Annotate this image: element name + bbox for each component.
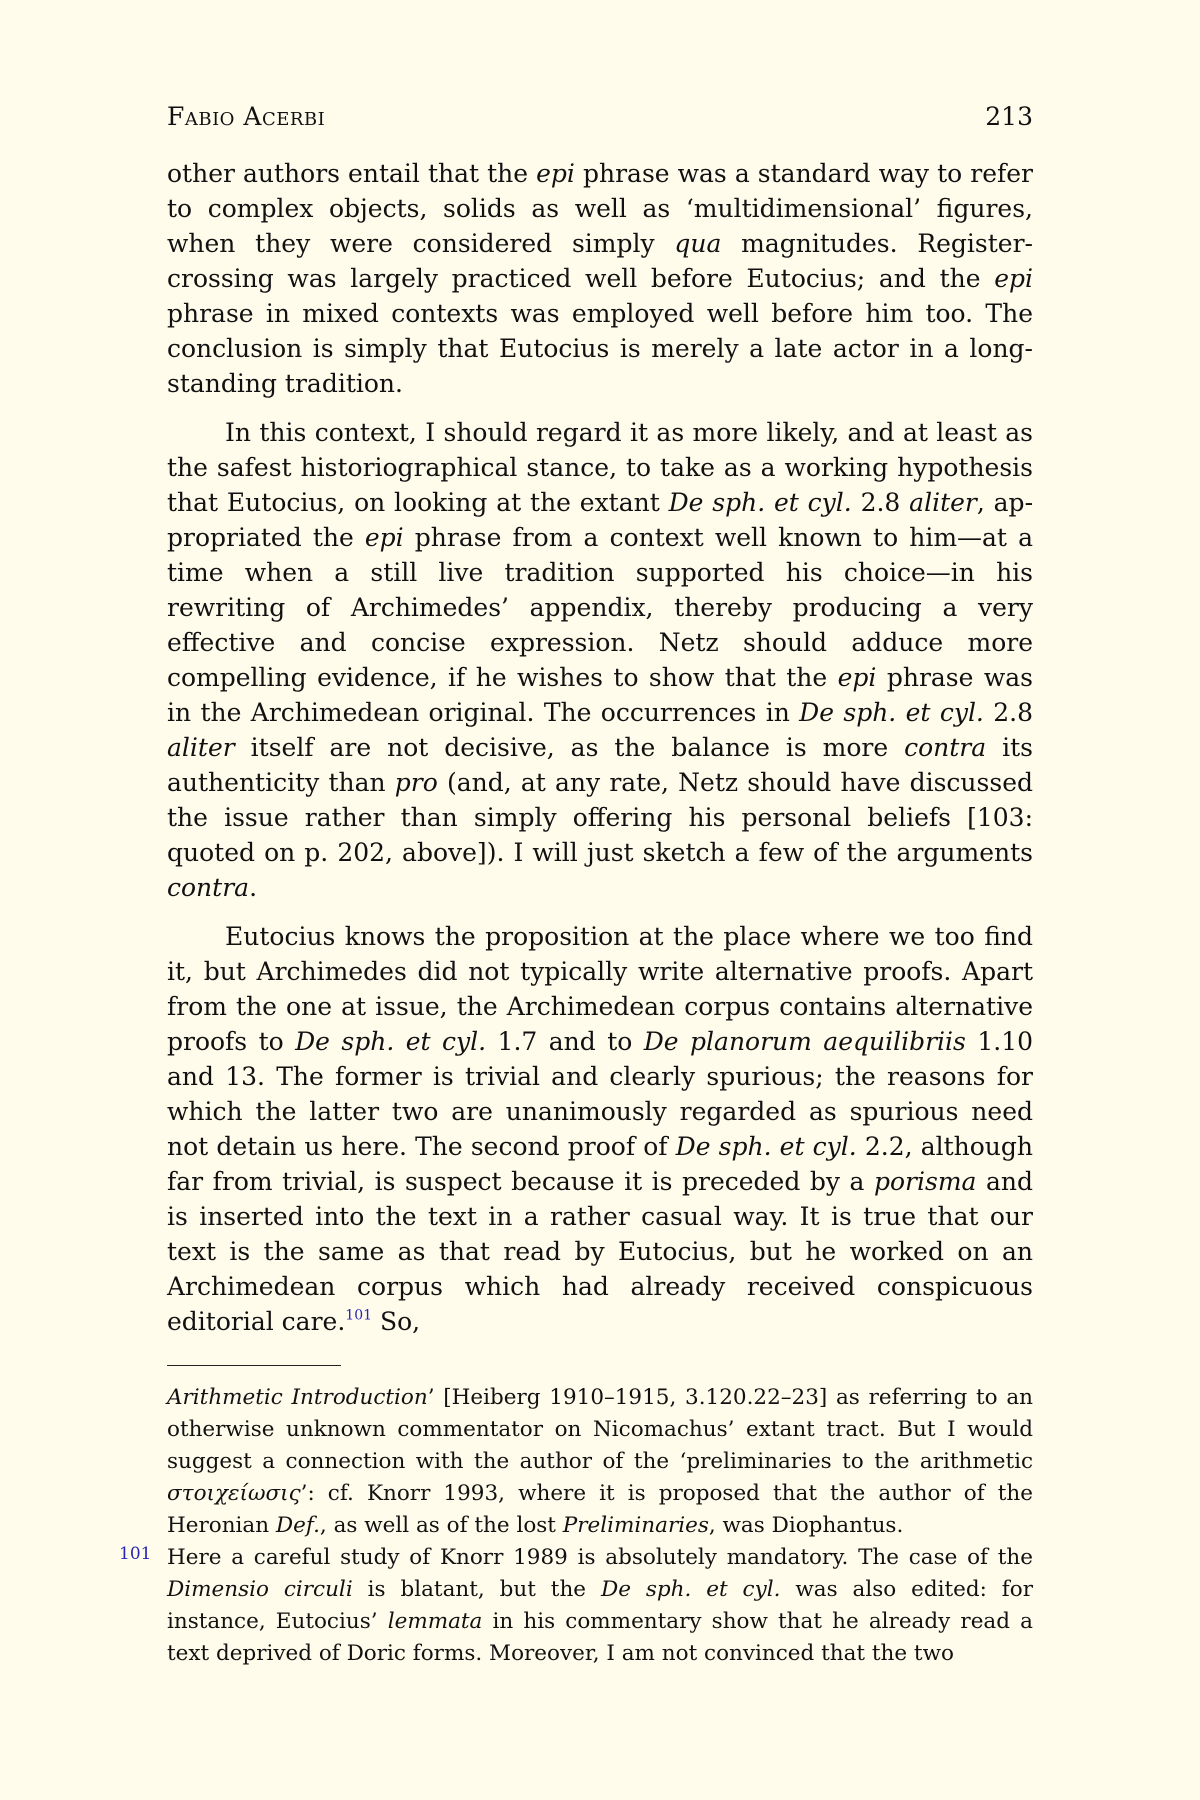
italic-term: contra (904, 733, 987, 762)
italic-title: Arithmetic Introduction (167, 1385, 428, 1410)
italic-title: Dimensio circuli (167, 1577, 353, 1602)
text-run: Here a careful study of Knorr 1989 is absolutely mandatory. The case of the (167, 1545, 1033, 1570)
italic-term: aliter (167, 733, 235, 762)
italic-term: epi (994, 264, 1033, 293)
text-run: So, (372, 1307, 421, 1336)
text-run: its authenticity than (167, 733, 1033, 797)
greek-term: στοιχείωσις (167, 1481, 301, 1506)
italic-title: De planorum aequilibriis (643, 1027, 966, 1056)
text-run: , appropriated the (167, 488, 1034, 552)
text-run: (and, at any rate, Netz should have discussed the issue rather than simply offering his personal beliefs [103: quoted on p. 202, above]). I will just sketch a few of the arguments (167, 768, 1033, 867)
italic-title: De sph. et cyl. (668, 488, 852, 517)
italic-title: De sph. et cyl. (295, 1027, 487, 1056)
paragraph-1 (167, 156, 1033, 401)
text-run: 2.8 (851, 488, 910, 517)
italic-term: qua (674, 229, 722, 258)
italic-term: aliter (909, 488, 977, 517)
text-run: magnitudes. Register-crossing was largely practiced well before Eutocius; and the (167, 229, 1033, 293)
footnote-reference-101[interactable]: 101 (345, 1307, 373, 1324)
text-run: , was Diophantus. (708, 1513, 904, 1538)
italic-term: contra (167, 873, 250, 902)
text-run: phrase was a standard way to refer to complex objects, solids as well as ‘multidimensional’ figures, when they were considered simply (167, 159, 1033, 258)
italic-term: porisma (873, 1167, 977, 1196)
running-head (167, 100, 1033, 156)
footnote-continuation (167, 1382, 1033, 1542)
text-run: Eutocius knows the proposition at the place where we too find it, but Archimedes did not typically write alternative proofs. Apart from the one at issue, the Archimedean corpus contains alternative proofs to (167, 922, 1033, 1056)
text-run: In this context, I should regard it as more likely, and at least as the safest historiographical stance, to take as a working hypothesis that Eutocius, on looking at the extant (167, 418, 1033, 517)
body-text (167, 156, 1033, 1339)
page-number: 213 (985, 102, 1033, 131)
footnote-rule (167, 1365, 341, 1366)
italic-term: lemmata (387, 1609, 483, 1634)
page (119, 100, 1034, 1670)
italic-term: epi (536, 159, 575, 188)
text-run: other authors entail that the (167, 159, 537, 188)
running-head-author: Fabio Acerbi (167, 102, 326, 131)
text-run: phrase from a context well known to him—at a time when a still live tradition supported his choice—in his rewriting of Archimedes’ appendix, thereby producing a very effective and concise expression. Netz should adduce more compelling evidence, if he wishes to show that the (167, 523, 1033, 692)
italic-title: De sph. et cyl. (675, 1132, 857, 1161)
text-run: ’ [Heiberg 1910–1915, 3.120.22–23] as referring to an otherwise unknown commentator on Nicomachus’ extant tract. But I would suggest a connection with the author of the ‘preliminaries to the arithmetic (167, 1385, 1033, 1474)
text-run: phrase was in the Archimedean original. The occurrences in (167, 663, 1033, 727)
italic-title: De sph. et cyl. (600, 1577, 781, 1602)
paragraph-2 (167, 415, 1033, 905)
text-run: 1.10 and 13. The former is trivial and clearly spurious; the reasons for which the latter two are unanimously regarded as spurious need not detain us here. The second proof of (167, 1027, 1034, 1161)
text-run: ’: cf. Knorr 1993, where it is proposed that the author of the Heronian (167, 1481, 1033, 1538)
text-run: was also edited: for instance, Eutocius’ (167, 1577, 1033, 1634)
paragraph-3 (167, 919, 1033, 1339)
text-run: , as well as of the lost (319, 1513, 563, 1538)
italic-title: Def. (275, 1513, 320, 1538)
text-run: . (249, 873, 258, 902)
italic-term: epi (364, 523, 404, 552)
text-run: is blatant, but the (352, 1577, 601, 1602)
italic-term: epi (837, 663, 877, 692)
italic-title: De sph. et cyl. (799, 698, 984, 727)
text-run: itself are not decisive, as the balance is more (234, 733, 905, 762)
text-run: 2.8 (983, 698, 1034, 727)
footnote-label-101[interactable]: 101 (119, 1544, 152, 1564)
text-run: and is inserted into the text in a rather casual way. It is true that our text is the same as that read by Eutocius, but he worked on an Archimedean corpus which had already received conspicuous editorial care. (167, 1167, 1033, 1336)
text-run: in his commentary show that he already read a text deprived of Doric forms. Moreover, I am not convinced that the two (167, 1609, 1033, 1666)
text-run: 1.7 and to (486, 1027, 644, 1056)
italic-term: pro (394, 768, 438, 797)
footnotes (119, 1382, 1033, 1670)
text-run: 2.2, although far from trivial, is suspect because it is preceded by a (167, 1132, 1034, 1196)
text-run: phrase in mixed contexts was employed well before him too. The conclusion is simply that Eutocius is merely a late actor in a long-standing tradition. (167, 299, 1033, 398)
italic-title: Preliminaries (562, 1513, 709, 1538)
footnote-101 (119, 1542, 1033, 1670)
